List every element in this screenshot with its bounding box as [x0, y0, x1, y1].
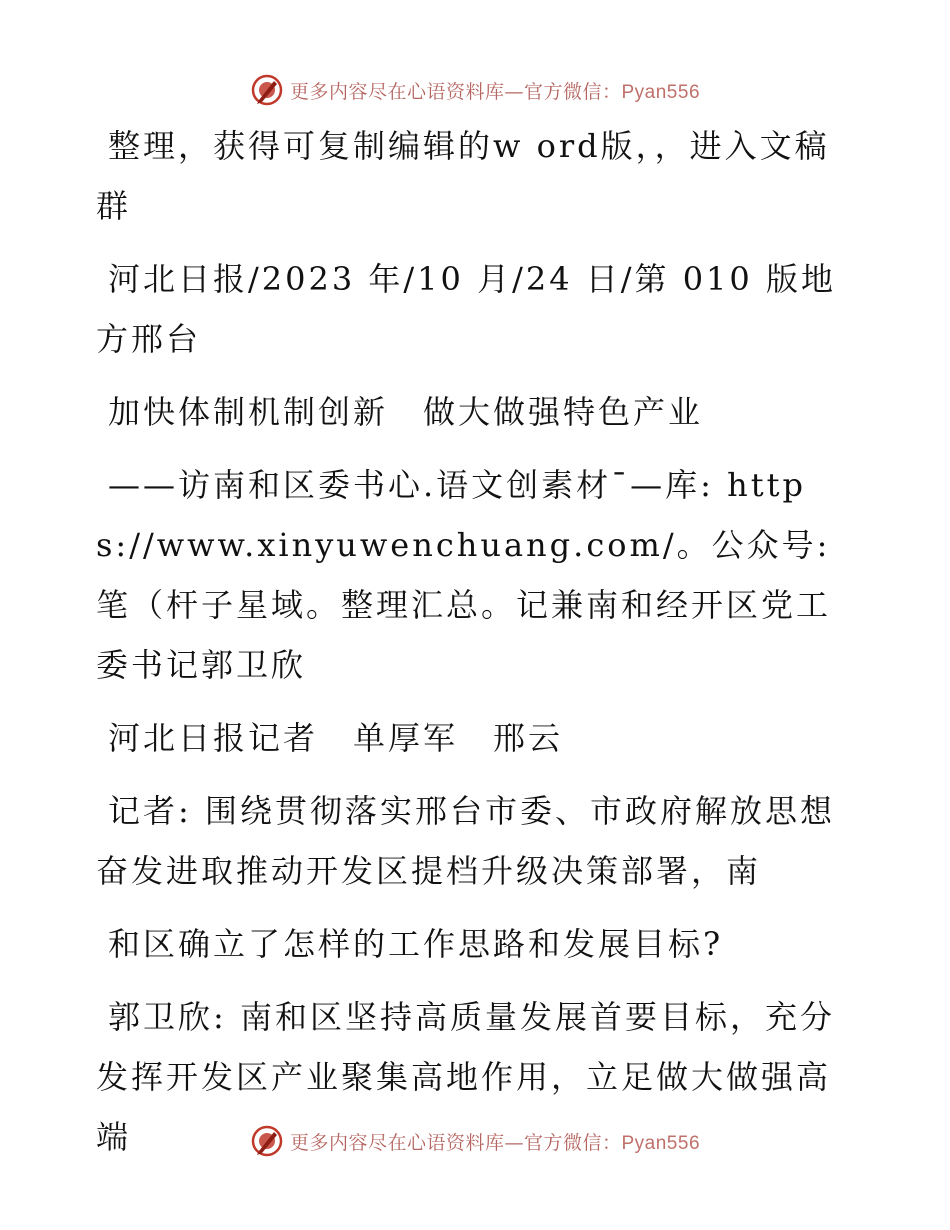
- header-watermark-banner: [0, 70, 950, 110]
- pen-logo-icon: [250, 1124, 284, 1158]
- watermark-account: Pyan556: [621, 1132, 701, 1154]
- pen-logo-icon: [250, 73, 284, 107]
- watermark-label: 更多内容尽在心语资料库—官方微信：: [289, 1131, 622, 1154]
- watermark-label: 更多内容尽在心语资料库—官方微信：: [289, 80, 622, 103]
- footer-watermark-banner: [0, 1121, 950, 1161]
- watermark-text: [290, 77, 700, 104]
- article-subheadline: ——访南和区委书心.语文创素材¯—库: https://www.xinyuwenchuang.com/。公众号: 笔（杆子星域。整理汇总。记兼南和经开区党工委书记郭卫欣: [96, 466, 832, 684]
- watermark-account: Pyan556: [621, 81, 701, 103]
- paragraph-question-2: 和区确立了怎样的工作思路和发展目标?: [108, 925, 724, 963]
- document-body: [96, 116, 856, 1180]
- watermark-text: [290, 1128, 700, 1155]
- article-byline: 河北日报记者 单厚军 邢云: [108, 719, 564, 757]
- article-headline: 加快体制机制创新 做大做强特色产业: [108, 393, 704, 431]
- paragraph-source: 河北日报/2023 年/10 月/24 日/第 010 版地方邢台: [96, 260, 836, 358]
- paragraph-question-1: 记者: 围绕贯彻落实邢台市委、市政府解放思想奋发进取推动开发区提档升级决策部署，南: [96, 792, 835, 890]
- paragraph-intro: 整理，获得可复制编辑的w ord版，，进入文稿群: [96, 127, 830, 225]
- paragraph-answer: 郭卫欣: 南和区坚持高质量发展首要目标，充分发挥开发区产业聚集高地作用，立足做大做强高端: [96, 998, 835, 1156]
